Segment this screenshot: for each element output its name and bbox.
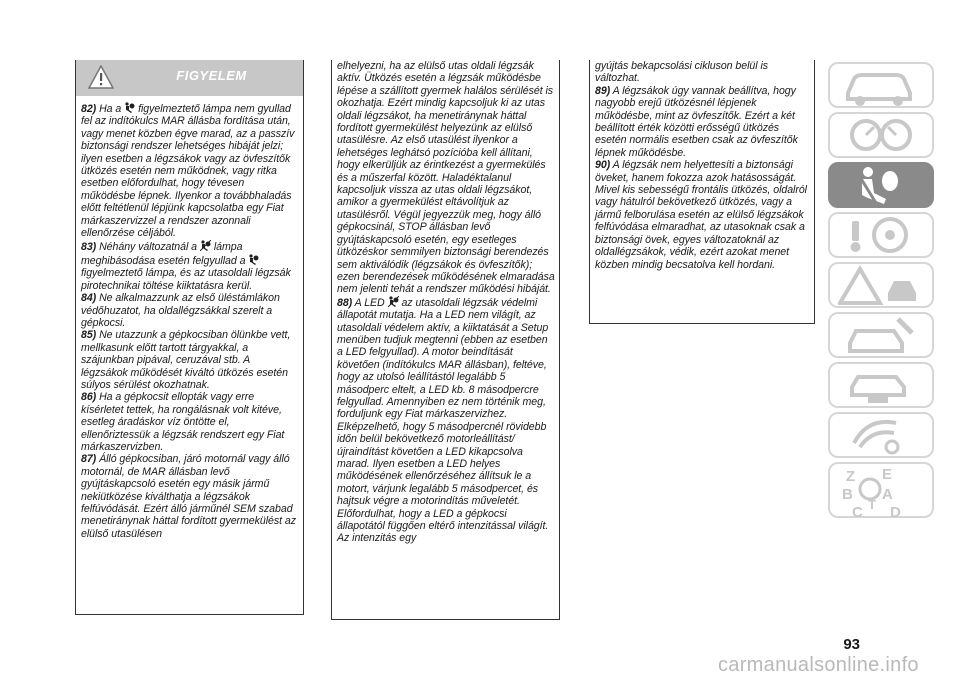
index-letters-icon — [838, 463, 924, 519]
footer-watermark: carmanualsonline.info — [718, 654, 919, 676]
note-90: 90) A légzsák nem helyettesíti a biztonsági öveket, hanem fokozza azok hatásosságát. Mivel kis sebességű frontális ütközés, oldalról vagy hátulról bekövetkező ütközés, vagy a jármű felborulása esetén az elülső légzsákok felfúvódása elmaradhat, az utasoknak csak a biztonsági övek, egyes változatoknál az oldallégzsákok, védik, ezért azokat menet közben mindig becsatolva kell hordani. — [595, 159, 807, 271]
svg-text:D: D — [890, 504, 901, 519]
column-3 — [589, 60, 815, 324]
note-85: 85) Ne utazzunk a gépkocsiban ölünkbe vett, mellkasunk előtt tartott tárgyakkal, a szájunkban pipával, ceruzával stb. A légzsákok működését kiváltó ütközés esetén súlyos sérülést okozhatnak. — [81, 329, 291, 391]
tab-maintenance[interactable] — [826, 310, 936, 360]
tab-starting-driving[interactable] — [826, 210, 936, 260]
svg-text:B: B — [842, 486, 853, 503]
airbag-off-icon — [388, 296, 399, 307]
car-icon — [838, 63, 924, 107]
tab-multimedia[interactable] — [826, 410, 936, 460]
column-1 — [75, 60, 304, 615]
tab-dashboard[interactable] — [826, 110, 936, 160]
svg-text:C: C — [852, 504, 863, 519]
svg-text:T: T — [868, 497, 876, 512]
tab-index[interactable] — [826, 460, 936, 520]
multimedia-icon — [838, 413, 924, 457]
note-89: 89) A légzsákok úgy vannak beállítva, hogy nagyobb erejű ütközésnél lépjenek működésbe, mint az övfeszítők. Ezért a két beállított érték közötti erősségű ütközés esetén normális esetben csak az övfeszítők lépnek működésbe. — [595, 84, 798, 159]
note-87-continued: elhelyezni, ha az elülső utas oldali légzsák aktív. Ütközés esetén a légzsák működésbe lépése a szállított gyermek halálos sérülését is okozhatja. Ezért mindig kapcsoljuk ki az utas oldali légzsákot, ha menetiránynak háttal fordított gyermekülést helyezünk az elülső utasülésre. Az első utasülést ilyenkor a lehetséges leghátsó pozícióba kell állítani, hogy elkerüljük az érintkezést a gyermekülés és a műszerfal között. Haladéktalanul kapcsoljuk vissza az utas oldali légzsákot, amikor a gyermekülést eltávolítjuk az utasülésről. Végül jegyezzük meg, hogy álló gépkocsinál, STOP állásban levő gyújtáskapcsoló esetén, egy esetleges ütközéskor semmilyen biztonsági berendezés sem aktiválódik (légzsákok és övfeszítők); ezen berendezések működésének elmaradása nem jelenti tehát a rendszer működési hibáját. — [337, 60, 555, 296]
tab-technical-data[interactable] — [826, 360, 936, 410]
tab-safety[interactable] — [826, 160, 936, 210]
note-82: 82) Ha a figyelmeztető lámpa nem gyullad fel az indítókulcs MAR állásba fordítása után, vagy menet közben égve marad, az a passzív biztonsági rendszer lehetséges hibáját jelzi; ilyen esetben a légzsákok vagy az övfeszítők ütközés esetén nem működnek, vagy ritka esetben előfordulhat, hogy tévesen működésbe lépnek. Ilyenkor a továbbhaladás előtt feltétlenül lépjünk kapcsolatba egy Fiat márkaszervizzel a rendszer azonnali ellenőrzése céljából. — [81, 103, 295, 240]
svg-text:A: A — [882, 486, 893, 503]
dashboard-icon — [838, 113, 924, 157]
note-88: 88) A LED az utasoldali légzsák védelmi állapotát mutatja. Ha a LED nem világít, az utasoldali védelem aktív, a kiiktatását a Setup menüben tudjuk megtenni (ebben az esetben a LED felgyullad). A motor beindítását követően (indítókulcs MAR állásban), feltéve, hogy az utolsó leállítástól legalább 5 másodperc eltelt, a LED kb. 8 másodpercre felgyullad. Amennyiben ez nem történik meg, forduljunk egy Fiat márkaszervizhez. Elképzelhető, hogy 5 másodpercnél rövidebb időn belül bekövetkező motorleállítást/újraindítást követően a LED kikapcsolva marad. Ilyen esetben a LED helyes működésének ellenőrzéséhez állítsuk le a motort, várjunk legalább 5 másodpercet, és hajtsuk végre a motorindítás műveletét. Előfordulhat, hogy a LED a gépkocsi állapotától függően eltérő intenzitással világít. Az intenzitás egy — [337, 296, 549, 545]
tab-emergency[interactable] — [826, 260, 936, 310]
note-88-continued: gyújtás bekapcsolási cikluson belül is változhat. — [595, 60, 768, 85]
warning-header — [76, 60, 303, 96]
note-83: 83) Néhány változatnál a lámpa meghibásodása esetén felgyullad a figyelmeztető lámpa, és az utasoldali légzsák pirotechnikai töltése kiiktatásra kerül. — [81, 241, 291, 292]
seat-airbag-icon — [838, 163, 924, 207]
airbag-icon — [124, 102, 135, 113]
airbag-icon — [248, 254, 259, 265]
page-number: 93 — [843, 636, 860, 653]
note-87: 87) Álló gépkocsiban, járó motornál vagy álló motornál, de MAR állásban levő gyújtáskapcsoló esetén egy másik jármű nekiütközése kiválthatja a légzsákok felfúvódását. Ezért álló járműnél SEM szabad menetiránynak háttal fordított gyermekülést az elülső utasülésen — [81, 453, 296, 540]
key-steering-icon — [838, 213, 924, 257]
column-2 — [331, 60, 560, 620]
svg-text:Z: Z — [846, 468, 856, 485]
note-86: 86) Ha a gépkocsit ellopták vagy erre kísérletet tettek, ha rongálásnak volt kitéve, esetleg áradáskor víz öntötte el, ellenőriztessük a légzsák rendszert egy Fiat márkaszervizben. — [81, 391, 285, 453]
wrench-car-icon — [838, 313, 924, 357]
tab-car[interactable] — [826, 60, 936, 110]
svg-text:E: E — [882, 466, 893, 483]
note-84: 84) Ne alkalmazzunk az első üléstámlákon védőhuzatot, ha oldallégzsákkal szerelt a gépkocsi. — [81, 292, 280, 329]
car-lift-icon — [838, 363, 924, 407]
warning-triangle-icon — [838, 263, 924, 307]
airbag-off-icon — [200, 240, 211, 251]
warning-title: FIGYELEM — [176, 68, 247, 83]
